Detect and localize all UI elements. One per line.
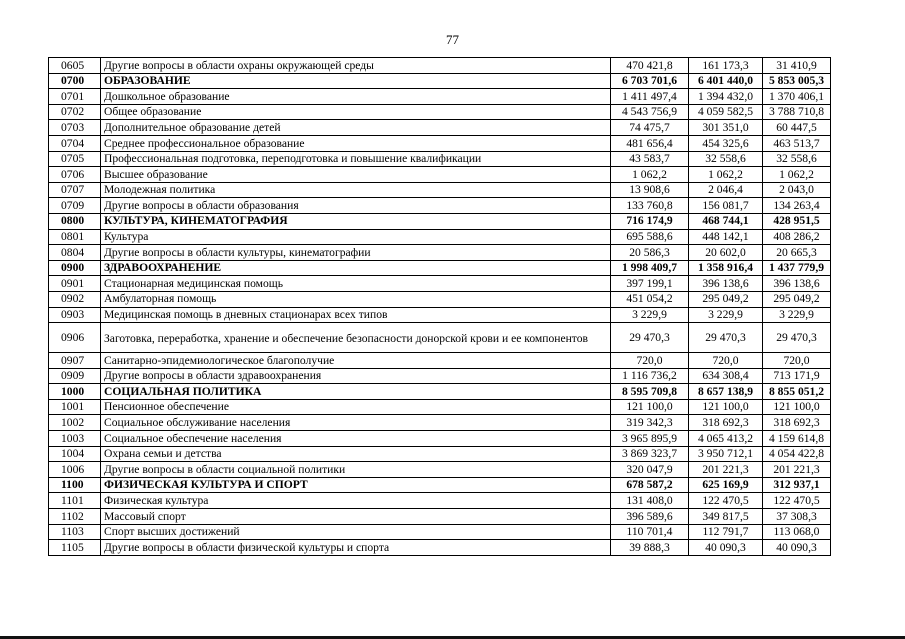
name-cell: Другие вопросы в области здравоохранения xyxy=(101,368,611,384)
code-cell: 0605 xyxy=(49,58,101,74)
value-2-cell: 8 657 138,9 xyxy=(689,384,763,400)
name-cell: Дополнительное образование детей xyxy=(101,120,611,136)
name-cell: Другие вопросы в области социальной политики xyxy=(101,462,611,478)
value-1-cell: 8 595 709,8 xyxy=(611,384,689,400)
code-cell: 1105 xyxy=(49,540,101,556)
table-row xyxy=(49,198,831,214)
value-1-cell: 4 543 756,9 xyxy=(611,104,689,120)
value-2-cell: 112 791,7 xyxy=(689,524,763,540)
table-row xyxy=(49,524,831,540)
value-2-cell: 1 062,2 xyxy=(689,167,763,183)
name-cell: Молодежная политика xyxy=(101,182,611,198)
value-2-cell: 4 065 413,2 xyxy=(689,431,763,447)
name-cell: Другие вопросы в области образования xyxy=(101,198,611,214)
value-1-cell: 451 054,2 xyxy=(611,291,689,307)
value-2-cell: 625 169,9 xyxy=(689,477,763,493)
value-2-cell: 1 358 916,4 xyxy=(689,260,763,276)
value-1-cell: 6 703 701,6 xyxy=(611,73,689,89)
name-cell: Массовый спорт xyxy=(101,509,611,525)
code-cell: 0902 xyxy=(49,291,101,307)
value-2-cell: 3 950 712,1 xyxy=(689,446,763,462)
name-cell: ФИЗИЧЕСКАЯ КУЛЬТУРА И СПОРТ xyxy=(101,477,611,493)
code-cell: 1100 xyxy=(49,477,101,493)
value-2-cell: 161 173,3 xyxy=(689,58,763,74)
value-1-cell: 716 174,9 xyxy=(611,213,689,229)
table-row xyxy=(49,89,831,105)
name-cell: Другие вопросы в области физической культуры и спорта xyxy=(101,540,611,556)
value-3-cell: 134 263,4 xyxy=(763,198,831,214)
name-cell: Социальное обеспечение населения xyxy=(101,431,611,447)
table-row xyxy=(49,323,831,353)
value-1-cell: 1 116 736,2 xyxy=(611,368,689,384)
value-2-cell: 301 351,0 xyxy=(689,120,763,136)
code-cell: 0702 xyxy=(49,104,101,120)
name-cell: Культура xyxy=(101,229,611,245)
value-2-cell: 156 081,7 xyxy=(689,198,763,214)
code-cell: 0801 xyxy=(49,229,101,245)
value-1-cell: 397 199,1 xyxy=(611,276,689,292)
value-2-cell: 295 049,2 xyxy=(689,291,763,307)
value-3-cell: 4 159 614,8 xyxy=(763,431,831,447)
name-cell: Пенсионное обеспечение xyxy=(101,399,611,415)
value-2-cell: 6 401 440,0 xyxy=(689,73,763,89)
value-2-cell: 1 394 432,0 xyxy=(689,89,763,105)
value-3-cell: 312 937,1 xyxy=(763,477,831,493)
table-row xyxy=(49,245,831,261)
value-2-cell: 32 558,6 xyxy=(689,151,763,167)
code-cell: 0705 xyxy=(49,151,101,167)
code-cell: 1102 xyxy=(49,509,101,525)
value-1-cell: 74 475,7 xyxy=(611,120,689,136)
value-1-cell: 43 583,7 xyxy=(611,151,689,167)
name-cell: Общее образование xyxy=(101,104,611,120)
code-cell: 0900 xyxy=(49,260,101,276)
value-3-cell: 713 171,9 xyxy=(763,368,831,384)
table-row xyxy=(49,415,831,431)
value-2-cell: 201 221,3 xyxy=(689,462,763,478)
value-3-cell: 295 049,2 xyxy=(763,291,831,307)
code-cell: 0700 xyxy=(49,73,101,89)
value-1-cell: 121 100,0 xyxy=(611,399,689,415)
value-3-cell: 463 513,7 xyxy=(763,135,831,151)
page-number: 77 xyxy=(446,32,459,47)
value-3-cell: 201 221,3 xyxy=(763,462,831,478)
value-2-cell: 396 138,6 xyxy=(689,276,763,292)
name-cell: Другие вопросы в области охраны окружающей среды xyxy=(101,58,611,74)
table-row xyxy=(49,291,831,307)
value-1-cell: 470 421,8 xyxy=(611,58,689,74)
value-1-cell: 1 998 409,7 xyxy=(611,260,689,276)
value-1-cell: 20 586,3 xyxy=(611,245,689,261)
name-cell: Заготовка, переработка, хранение и обеспечение безопасности донорской крови и ее компонентов xyxy=(101,323,611,353)
table-row xyxy=(49,368,831,384)
value-3-cell: 31 410,9 xyxy=(763,58,831,74)
section-row xyxy=(49,260,831,276)
value-2-cell: 4 059 582,5 xyxy=(689,104,763,120)
value-2-cell: 454 325,6 xyxy=(689,135,763,151)
name-cell: Высшее образование xyxy=(101,167,611,183)
code-cell: 0903 xyxy=(49,307,101,323)
budget-table xyxy=(48,57,831,556)
value-2-cell: 122 470,5 xyxy=(689,493,763,509)
name-cell: Среднее профессиональное образование xyxy=(101,135,611,151)
value-1-cell: 319 342,3 xyxy=(611,415,689,431)
table-row xyxy=(49,509,831,525)
table-row xyxy=(49,307,831,323)
value-1-cell: 3 965 895,9 xyxy=(611,431,689,447)
value-1-cell: 695 588,6 xyxy=(611,229,689,245)
name-cell: ОБРАЗОВАНИЕ xyxy=(101,73,611,89)
value-2-cell: 720,0 xyxy=(689,353,763,369)
value-3-cell: 60 447,5 xyxy=(763,120,831,136)
value-2-cell: 3 229,9 xyxy=(689,307,763,323)
name-cell: Амбулаторная помощь xyxy=(101,291,611,307)
value-3-cell: 37 308,3 xyxy=(763,509,831,525)
name-cell: ЗДРАВООХРАНЕНИЕ xyxy=(101,260,611,276)
value-3-cell: 2 043,0 xyxy=(763,182,831,198)
value-2-cell: 349 817,5 xyxy=(689,509,763,525)
table-row xyxy=(49,151,831,167)
value-1-cell: 320 047,9 xyxy=(611,462,689,478)
value-2-cell: 448 142,1 xyxy=(689,229,763,245)
name-cell: Дошкольное образование xyxy=(101,89,611,105)
table-row xyxy=(49,276,831,292)
code-cell: 1004 xyxy=(49,446,101,462)
value-1-cell: 39 888,3 xyxy=(611,540,689,556)
table-row xyxy=(49,104,831,120)
value-1-cell: 29 470,3 xyxy=(611,323,689,353)
value-3-cell: 5 853 005,3 xyxy=(763,73,831,89)
name-cell: Стационарная медицинская помощь xyxy=(101,276,611,292)
table-row xyxy=(49,353,831,369)
value-2-cell: 2 046,4 xyxy=(689,182,763,198)
code-cell: 0901 xyxy=(49,276,101,292)
section-row xyxy=(49,384,831,400)
value-3-cell: 3 229,9 xyxy=(763,307,831,323)
name-cell: Профессиональная подготовка, переподготовка и повышение квалификации xyxy=(101,151,611,167)
value-3-cell: 408 286,2 xyxy=(763,229,831,245)
table-row xyxy=(49,229,831,245)
value-1-cell: 3 869 323,7 xyxy=(611,446,689,462)
value-1-cell: 396 589,6 xyxy=(611,509,689,525)
value-3-cell: 4 054 422,8 xyxy=(763,446,831,462)
value-1-cell: 3 229,9 xyxy=(611,307,689,323)
value-2-cell: 29 470,3 xyxy=(689,323,763,353)
name-cell: Охрана семьи и детства xyxy=(101,446,611,462)
value-3-cell: 113 068,0 xyxy=(763,524,831,540)
code-cell: 0709 xyxy=(49,198,101,214)
value-2-cell: 634 308,4 xyxy=(689,368,763,384)
code-cell: 1103 xyxy=(49,524,101,540)
code-cell: 0909 xyxy=(49,368,101,384)
value-1-cell: 481 656,4 xyxy=(611,135,689,151)
value-3-cell: 40 090,3 xyxy=(763,540,831,556)
value-1-cell: 720,0 xyxy=(611,353,689,369)
code-cell: 0907 xyxy=(49,353,101,369)
value-1-cell: 1 062,2 xyxy=(611,167,689,183)
value-3-cell: 20 665,3 xyxy=(763,245,831,261)
name-cell: СОЦИАЛЬНАЯ ПОЛИТИКА xyxy=(101,384,611,400)
table-row xyxy=(49,399,831,415)
value-3-cell: 428 951,5 xyxy=(763,213,831,229)
code-cell: 0707 xyxy=(49,182,101,198)
value-3-cell: 1 370 406,1 xyxy=(763,89,831,105)
value-1-cell: 133 760,8 xyxy=(611,198,689,214)
name-cell: Спорт высших достижений xyxy=(101,524,611,540)
value-3-cell: 720,0 xyxy=(763,353,831,369)
code-cell: 1006 xyxy=(49,462,101,478)
name-cell: Физическая культура xyxy=(101,493,611,509)
value-2-cell: 20 602,0 xyxy=(689,245,763,261)
value-1-cell: 131 408,0 xyxy=(611,493,689,509)
value-3-cell: 3 788 710,8 xyxy=(763,104,831,120)
table-row xyxy=(49,446,831,462)
code-cell: 0703 xyxy=(49,120,101,136)
code-cell: 0800 xyxy=(49,213,101,229)
code-cell: 1003 xyxy=(49,431,101,447)
table-row xyxy=(49,135,831,151)
table-row xyxy=(49,182,831,198)
section-row xyxy=(49,477,831,493)
code-cell: 0804 xyxy=(49,245,101,261)
value-3-cell: 8 855 051,2 xyxy=(763,384,831,400)
section-row xyxy=(49,73,831,89)
code-cell: 1000 xyxy=(49,384,101,400)
value-3-cell: 32 558,6 xyxy=(763,151,831,167)
table-row xyxy=(49,462,831,478)
value-1-cell: 1 411 497,4 xyxy=(611,89,689,105)
code-cell: 0704 xyxy=(49,135,101,151)
name-cell: КУЛЬТУРА, КИНЕМАТОГРАФИЯ xyxy=(101,213,611,229)
value-3-cell: 396 138,6 xyxy=(763,276,831,292)
budget-table-body xyxy=(49,58,831,556)
value-3-cell: 318 692,3 xyxy=(763,415,831,431)
table-row xyxy=(49,431,831,447)
value-2-cell: 40 090,3 xyxy=(689,540,763,556)
code-cell: 1001 xyxy=(49,399,101,415)
name-cell: Медицинская помощь в дневных стационарах всех типов xyxy=(101,307,611,323)
name-cell: Другие вопросы в области культуры, кинематографии xyxy=(101,245,611,261)
value-1-cell: 13 908,6 xyxy=(611,182,689,198)
name-cell: Социальное обслуживание населения xyxy=(101,415,611,431)
code-cell: 1101 xyxy=(49,493,101,509)
value-3-cell: 121 100,0 xyxy=(763,399,831,415)
code-cell: 0706 xyxy=(49,167,101,183)
code-cell: 1002 xyxy=(49,415,101,431)
value-2-cell: 468 744,1 xyxy=(689,213,763,229)
table-row xyxy=(49,58,831,74)
table-row xyxy=(49,493,831,509)
value-3-cell: 1 062,2 xyxy=(763,167,831,183)
value-1-cell: 678 587,2 xyxy=(611,477,689,493)
name-cell: Санитарно-эпидемиологическое благополучие xyxy=(101,353,611,369)
code-cell: 0906 xyxy=(49,323,101,353)
table-row xyxy=(49,120,831,136)
table-row xyxy=(49,540,831,556)
value-2-cell: 121 100,0 xyxy=(689,399,763,415)
table-row xyxy=(49,167,831,183)
value-3-cell: 122 470,5 xyxy=(763,493,831,509)
value-2-cell: 318 692,3 xyxy=(689,415,763,431)
value-1-cell: 110 701,4 xyxy=(611,524,689,540)
section-row xyxy=(49,213,831,229)
value-3-cell: 29 470,3 xyxy=(763,323,831,353)
value-3-cell: 1 437 779,9 xyxy=(763,260,831,276)
code-cell: 0701 xyxy=(49,89,101,105)
